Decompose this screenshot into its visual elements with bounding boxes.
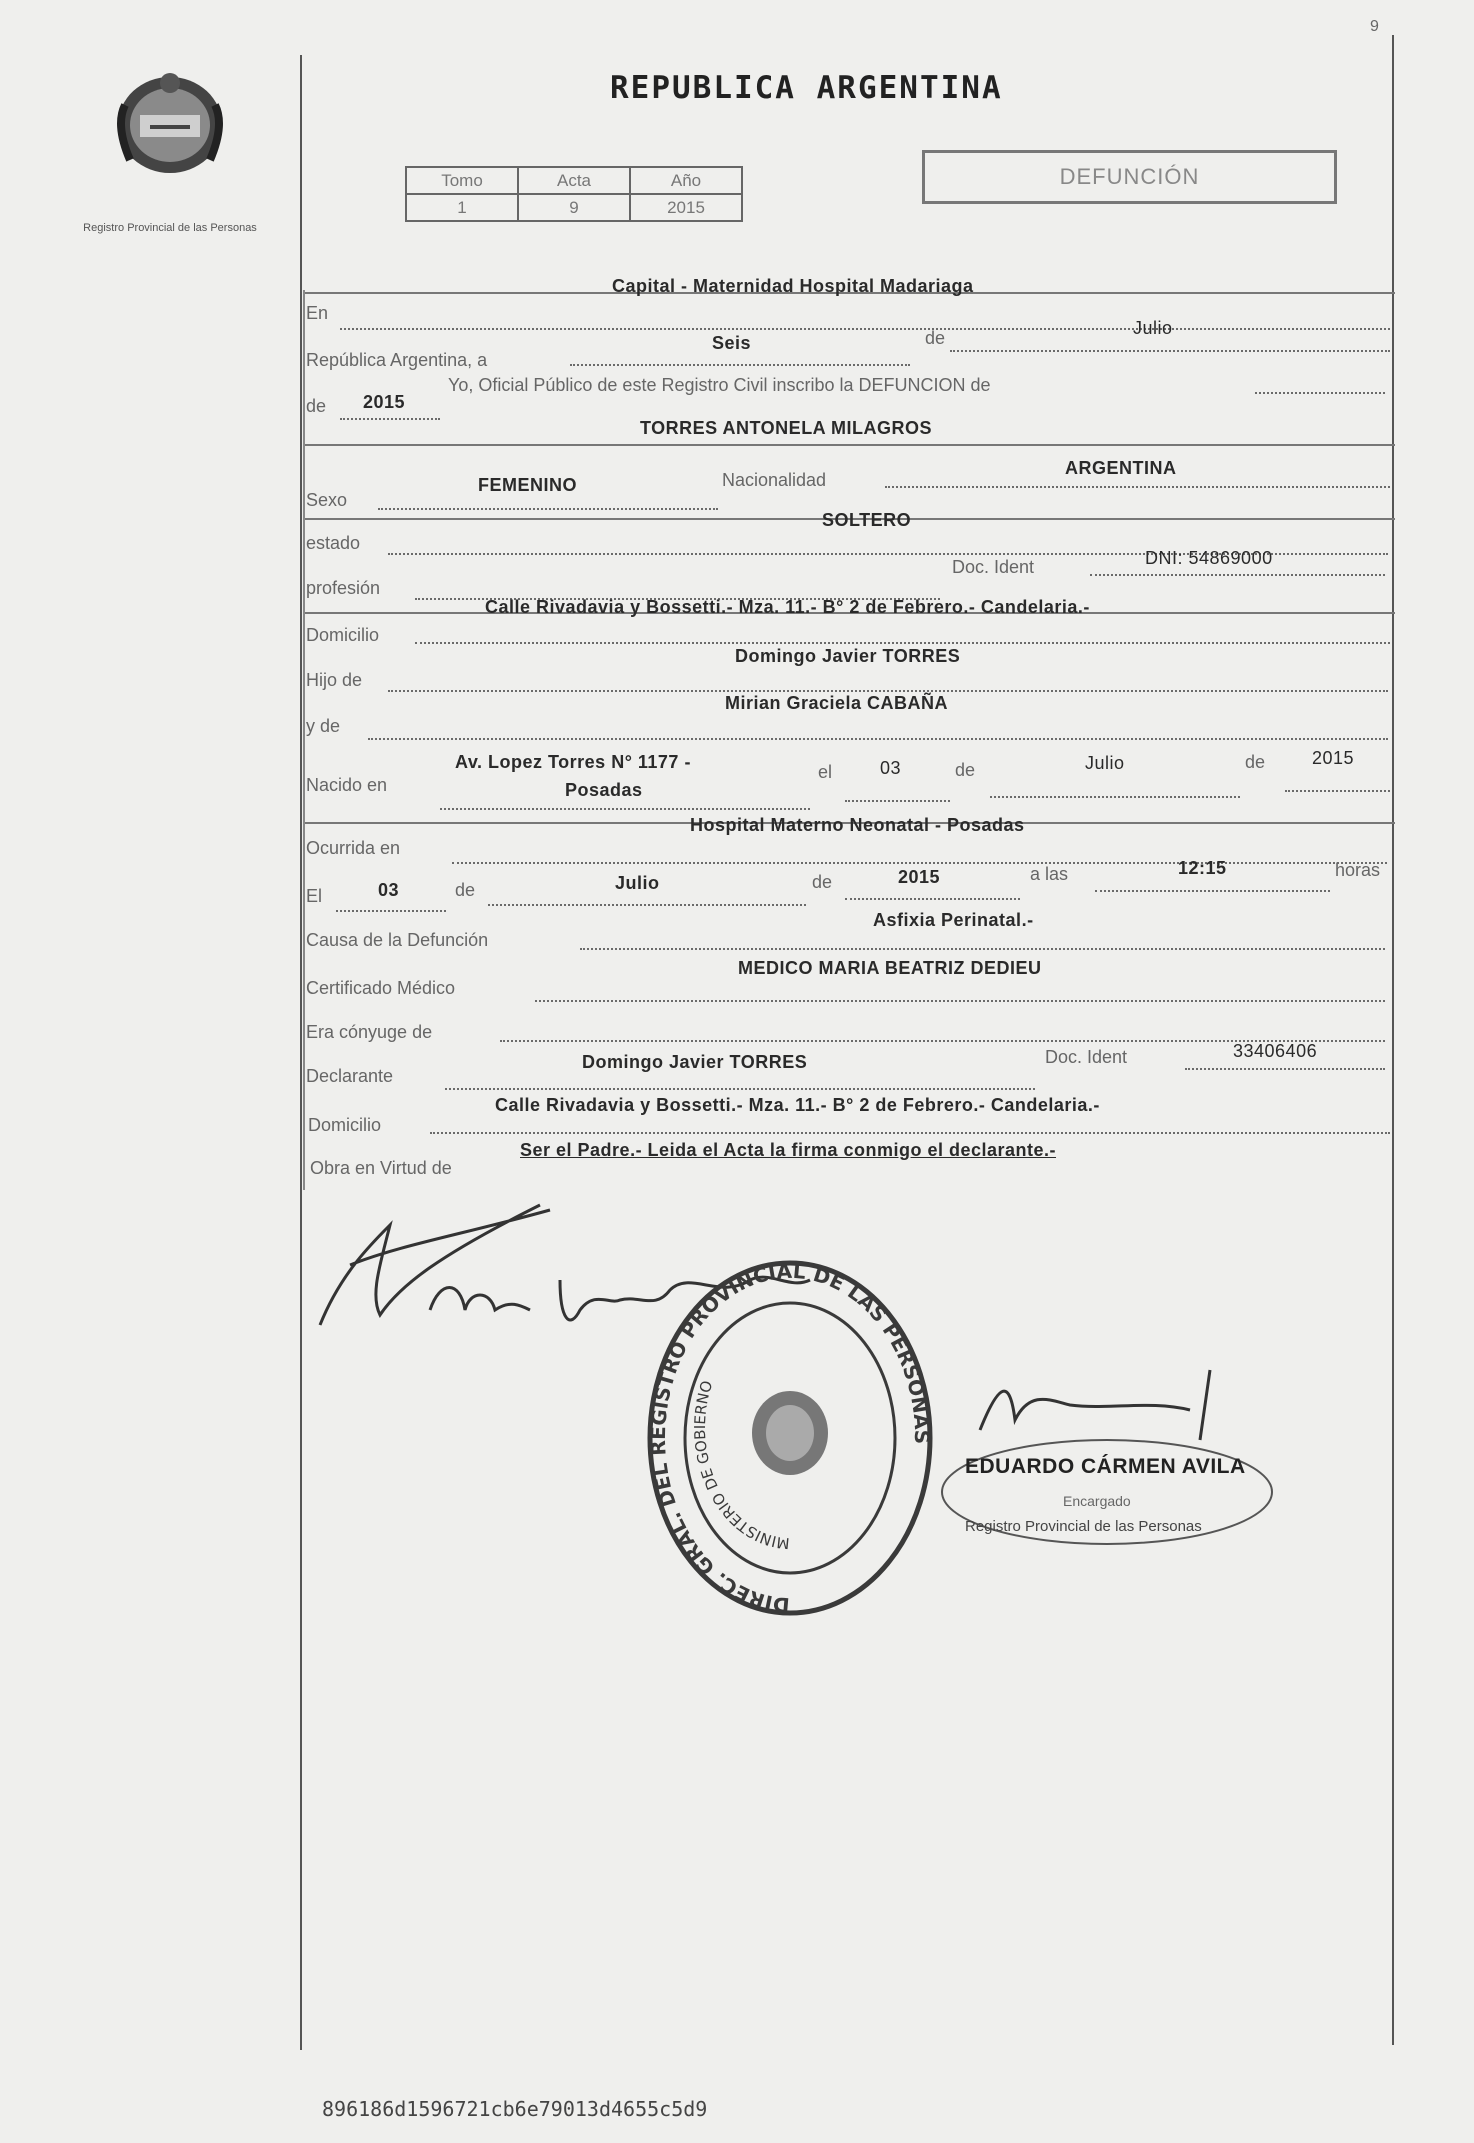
registry-caption: Registro Provincial de las Personas [83,222,257,234]
de-year-label: de [306,396,327,416]
decl-domicilio-value: Calle Rivadavia y Bossetti.- Mza. 11.- B° 2 de Febrero.- Candelaria.- [495,1095,1100,1115]
death-year-line [845,898,1020,900]
el-label: el [818,762,833,782]
ocurrida-value: Hospital Materno Neonatal - Posadas [690,815,1025,835]
document-title: REPUBLICA ARGENTINA [610,70,1003,106]
sexo-label: Sexo [306,490,348,510]
father-value: Domingo Javier TORRES [735,646,961,666]
hijo-label: Hijo de [306,670,363,690]
official-role: Encargado [1063,1493,1131,1509]
y-de-line [368,738,1388,740]
birth-day: 03 [880,758,902,778]
obra-label: Obra en Virtud de [310,1158,452,1178]
month-line [950,350,1390,352]
death-time: 12:15 [1178,858,1227,878]
intro-trailing-line [1255,392,1385,394]
death-day-line [336,910,446,912]
acta-value: 9 [518,194,630,221]
anio-header: Año [630,167,742,194]
decl-domicilio-label: Domicilio [308,1115,382,1135]
birth-de2-label: de [1245,752,1266,772]
republica-label: República Argentina, a [306,350,488,370]
domicilio-value: Calle Rivadavia y Bossetti.- Mza. 11.- B° 2 de Febrero.- Candelaria.- [485,597,1090,617]
birth-year-line [1285,790,1390,792]
birth-de-label: de [955,760,976,780]
birth-day-line [845,800,950,802]
domicilio-label: Domicilio [306,625,380,645]
en-label: En [306,303,329,323]
mother-value: Mirian Graciela CABAÑA [725,693,949,713]
death-day: 03 [378,880,400,900]
birth-year: 2015 [1312,748,1355,768]
a-las-label: a las [1030,864,1069,884]
right-border [1392,35,1394,2045]
en-line [340,328,1390,330]
death-year: 2015 [898,867,941,887]
ocurrida-label: Ocurrida en [306,838,401,858]
causa-line [580,948,1385,950]
year-line [340,418,440,420]
nacido-place-line2: Posadas [565,780,643,800]
sexo-line [378,508,718,510]
declarante-value: Domingo Javier TORRES [582,1052,808,1072]
declarante-label: Declarante [306,1066,394,1086]
stamp-inner-text: MINISTERIO DE GOBIERNO [690,1378,791,1553]
death-month: Julio [615,873,660,893]
sexo-value: FEMENINO [478,475,578,495]
y-de-label: y de [306,716,341,736]
hijo-line [388,690,1388,692]
certificado-value: MEDICO MARIA BEATRIZ DEDIEU [738,958,1042,978]
nacionalidad-value: ARGENTINA [1065,458,1177,478]
profesion-label: profesión [306,578,381,598]
deceased-name: TORRES ANTONELA MILAGROS [640,418,933,438]
nacido-label: Nacido en [306,775,388,795]
estado-value: SOLTERO [822,510,912,530]
decl-domicilio-line [430,1132,1390,1134]
anio-value: 2015 [630,194,742,221]
day-value: Seis [712,333,752,353]
tomo-header: Tomo [406,167,518,194]
doc-line [1090,574,1385,576]
declarante-line [445,1088,1035,1090]
en-value: Capital - Maternidad Hospital Madariaga [612,276,974,296]
death-month-line [488,904,806,906]
acta-header: Acta [518,167,630,194]
page-number: 9 [1370,18,1379,35]
official-office: Registro Provincial de las Personas [965,1518,1202,1535]
tomo-value: 1 [406,194,518,221]
day-line [570,364,910,366]
left-border [300,55,302,2050]
horas-label: horas [1335,860,1381,880]
official-name: EDUARDO CÁRMEN AVILA [965,1455,1246,1478]
ocurrida-line [452,862,1387,864]
death-time-line [1095,890,1330,892]
year-value: 2015 [363,392,406,412]
record-type-box: DEFUNCIÓN [922,150,1337,204]
decl-doc-line [1185,1068,1385,1070]
death-de-label: de [455,880,476,900]
left-field-margin [303,290,305,1190]
death-de2-label: de [812,872,833,892]
record-number-table [405,166,743,222]
certificado-line [535,1000,1385,1002]
month-value: Julio [1133,318,1173,338]
domicilio-line [415,642,1390,644]
certificado-label: Certificado Médico [306,978,456,998]
birth-month: Julio [1085,753,1125,773]
el-cap-label: El [306,886,323,906]
decl-doc-label: Doc. Ident [1045,1047,1128,1067]
estado-label: estado [306,533,361,553]
decl-doc-value: 33406406 [1233,1041,1318,1061]
nacionalidad-label: Nacionalidad [722,470,827,490]
stamp-outer-text: DIREC. GRAL. DEL REGISTRO PROVINCIAL DE LAS PERSONAS [645,1258,935,1618]
de-label: de [925,328,946,348]
birth-month-line [990,796,1240,798]
nacido-line [440,808,810,810]
intro-text: Yo, Oficial Público de este Registro Civil inscribo la DEFUNCION de [448,375,991,395]
official-circular-stamp [645,1258,935,1618]
provincial-seal-logo [105,65,235,175]
doc-label: Doc. Ident [952,557,1035,577]
doc-value: DNI: 54869000 [1145,548,1273,568]
obra-value: Ser el Padre.- Leida el Acta la firma conmigo el declarante.- [520,1140,1057,1160]
causa-label: Causa de la Defunción [306,930,489,950]
nacionalidad-line [885,486,1390,488]
nacido-place-line1: Av. Lopez Torres N° 1177 - [455,752,691,772]
causa-value: Asfixia Perinatal.- [873,910,1034,930]
document-hash: 896186d1596721cb6e79013d4655c5d9 [322,2097,708,2121]
conyuge-label: Era cónyuge de [306,1022,433,1042]
separator-line [305,444,1395,446]
